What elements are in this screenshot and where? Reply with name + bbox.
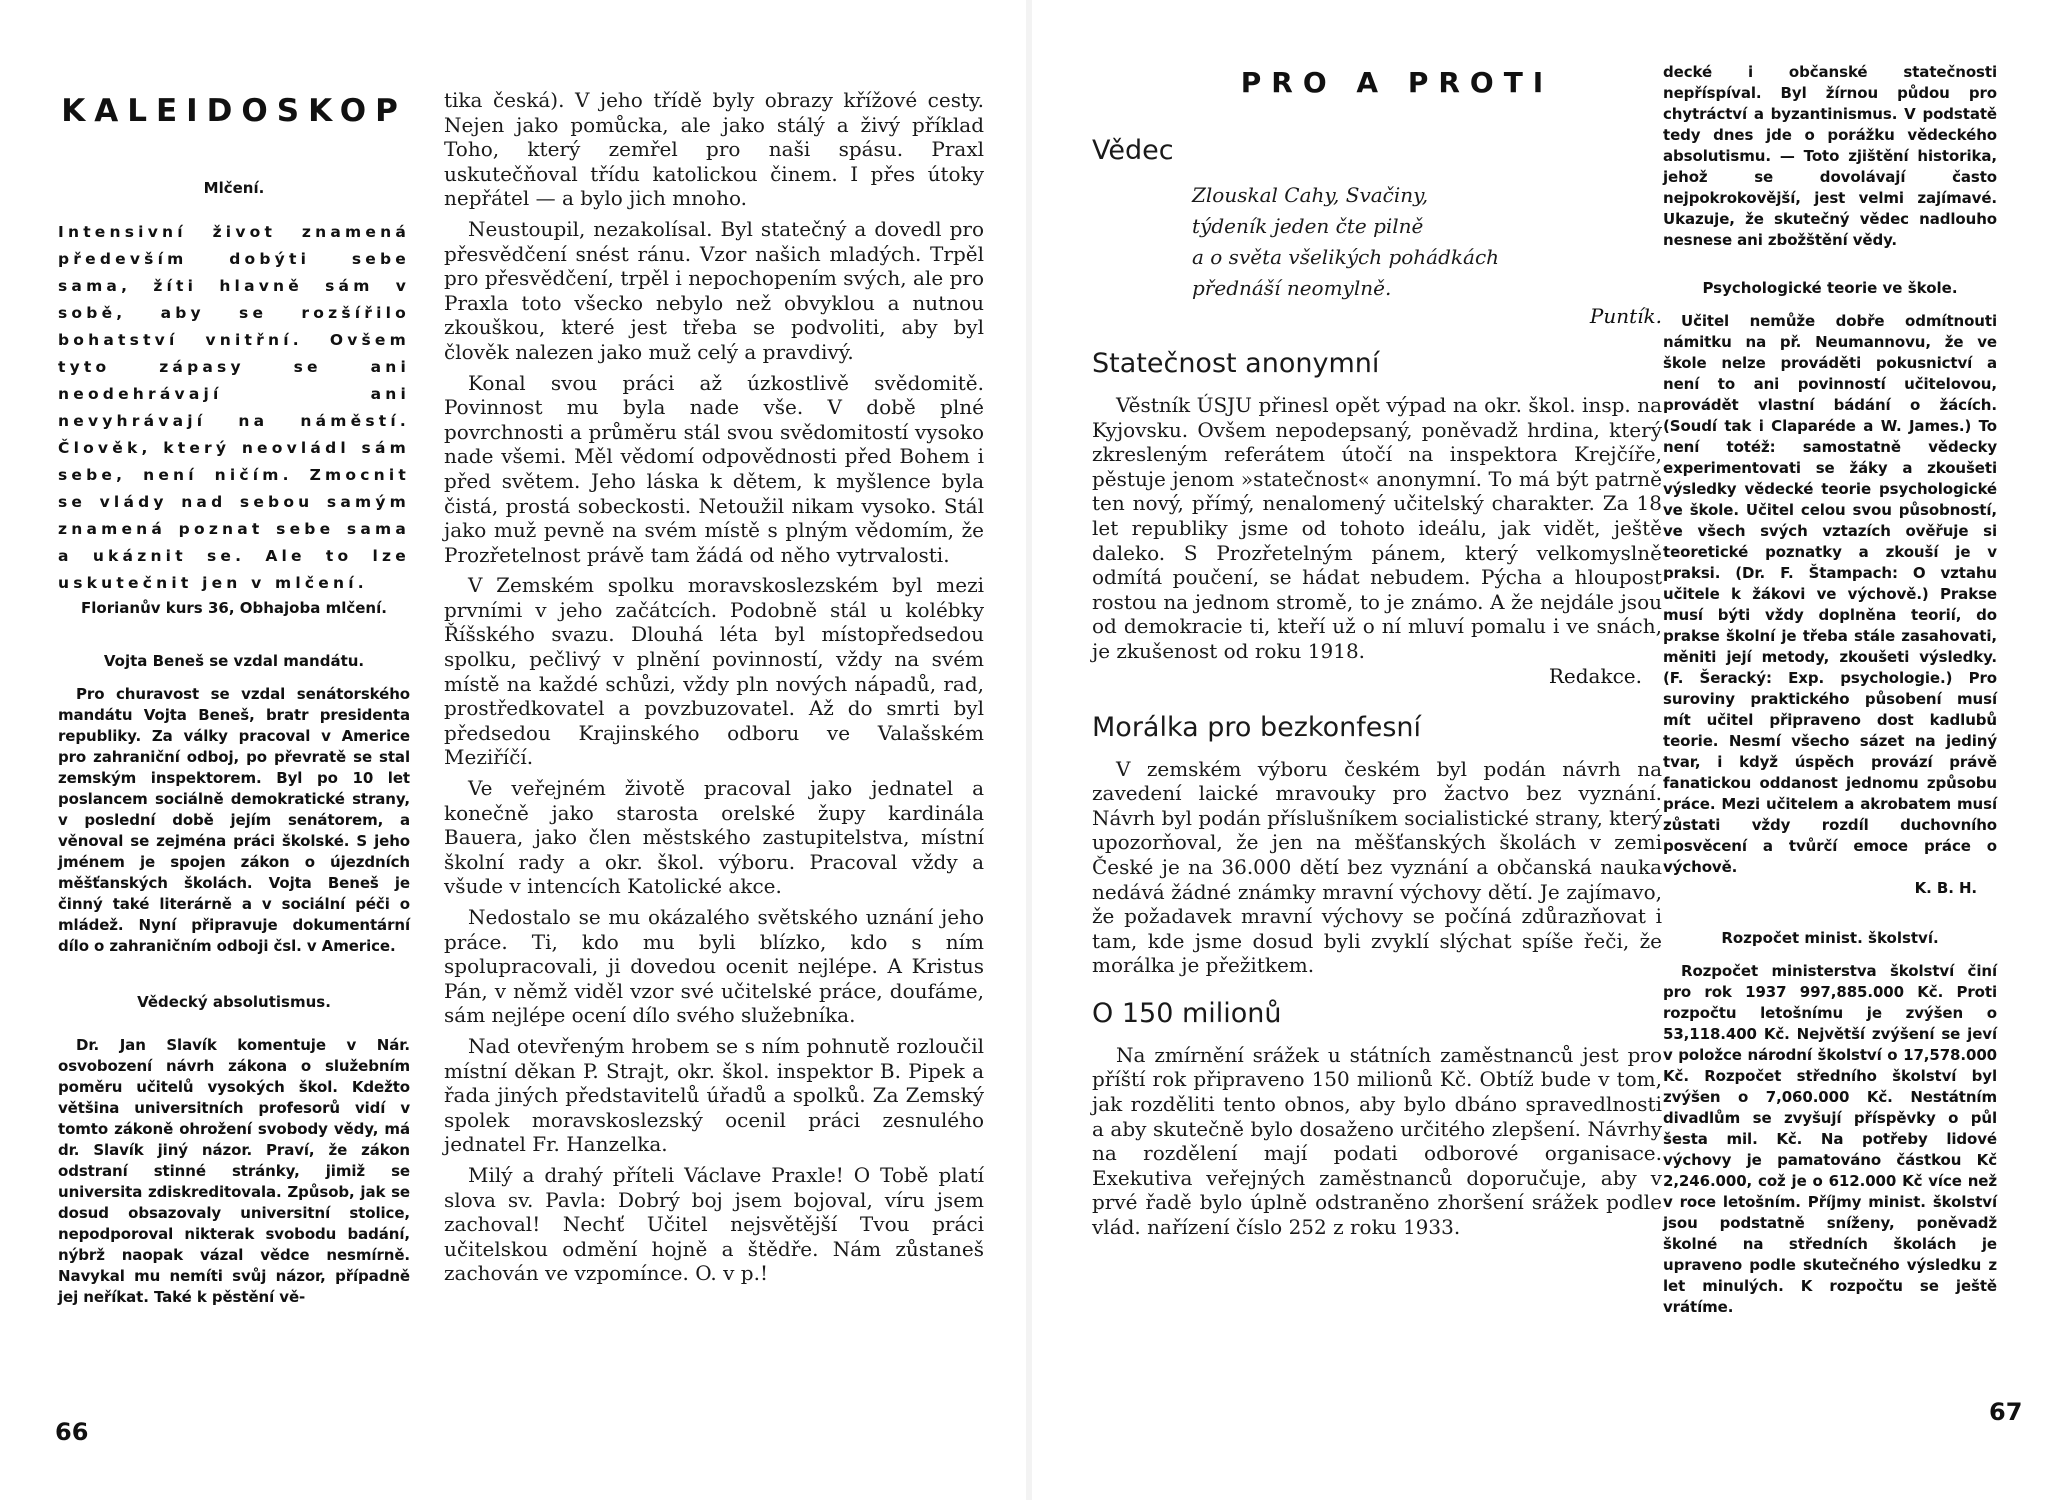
obituary-paragraph: V Zemském spolku moravskoslezském byl mezi prvními v jeho začátcích. Podobně stál u kolébky Říšského svazu. Dlouhá léta byl místopředsedou spolku, pečlivý v plnění povinností, vždy na svém místě na každé schůzi, vždy pln nových nápadů, rad, prostředkovatel a povzbuzovatel. Až do smrti byl předsedou Krajinského odboru ve Valašském Meziříčí. <box>444 573 984 770</box>
rozpocet-paragraph: Rozpočet ministerstva školství činí pro rok 1937 997,885.000 Kč. Proti rozpočtu letošnímu je zvýšen o 53,118.400 Kč. Největší zvýšení se jeví v položce národní školství o 17,578.000 Kč. Rozpočet středního školství byl zvýšen o 7,060.000 Kč. Nestátním divadlům se zvyšují příspěvky o půl šesta mil. Kč. Na potřeby lidové výchovy je pamatováno částkou Kč 2,246.000, což je o 612.000 Kč více než v roce letošním. Příjmy minist. školství jsou podstatně sníženy, poněvadž školné na středních školách je upraveno podle skutečného výsledku z let minulých. K rozpočtu se ještě vrátíme. <box>1663 962 1997 1316</box>
psychologie-paragraph: Učitel nemůže dobře odmítnouti námitku na př. Neumannovu, že ve škole nelze prováděti pokusnictví a není to ani povinností učitelovou, provádět vlastní bádání o žácích. (Soudí tak i Claparéde a W. James.) To není totéž: samostatně vědecky experimentovati se žáky a zkoušeti výsledky vědecké teorie psychologické ve škole. Učitel celou svou působností, ve všech svých vztazích ověřuje si teoretické poznatky a zkouší je v praksi. (Dr. F. Štampach: O vztahu učitele k žákovi ve výchově.) Prakse musí býti vždy doplněna teorií, do prakse školní je třeba stále zasahovati, měniti její metody, zkoušeti výsledky. (F. Šeracký: Exp. psychologie.) Pro suroviny praktického působení musí mít učitel připraveno dost kadlubů teorie. Nesmí všecho sázet na jediný tvar, i když úspěch provází právě fanatickou oddanost jednomu způsobu práce. Mezi učitelem a akrobatem musí zůstati vždy rozdíl duchovního posvěcení a tvůrčí emoce práce o výchově. <box>1663 312 1997 876</box>
poem-signature: Puntík. <box>1589 304 1662 328</box>
poem-line: týdeník jeden čte pilně <box>1192 214 1424 238</box>
rozpocet-heading: Rozpočet minist. školství. <box>1721 929 1939 947</box>
left-column-1 <box>58 0 410 1308</box>
right-column-2 <box>1663 62 1997 1318</box>
obituary-paragraph: Ve veřejném životě pracoval jako jednatel a konečně jako starosta orelské župy kardinála Bauera, jako člen městského zastupitelstva, místní školní rady a okr. škol. výboru. Pracoval vždy a všude v intencích Katolické akce. <box>444 776 984 899</box>
psychologie-signature: K. B. H. <box>1914 879 1977 897</box>
statecnost-heading: Statečnost anonymní <box>1092 348 1380 379</box>
milionu-text <box>1092 1043 1662 1240</box>
statecnost-text <box>1092 393 1662 664</box>
absolutismus-continued <box>1663 62 1997 251</box>
absolutismus-heading: Vědecký absolutismus. <box>137 993 331 1011</box>
right-column-1 <box>1092 0 1662 1246</box>
poem-line: a o světa všelikých pohádkách <box>1192 245 1500 269</box>
obituary-paragraph: Nedostalo se mu okázalého světského uznání jeho práce. Ti, kdo mu byli blízko, kdo s ním spolupracovali, ji dovedou ocenit nejlépe. A Kristus Pán, v němž viděl vzor své učitelské práce, doufáme, sám nejlépe ocení dílo svého služebníka. <box>444 905 984 1028</box>
milionu-paragraph: Na zmírnění srážek u státních zaměstnanců jest pro příští rok připraveno 150 milionů Kč. Obtíž bude v tom, jak rozděliti tento obnos, aby bylo dbáno spravedlnosti a aby skutečně bylo dosaženo určitého zlepšení. Návrhy na rozdělení mají podati odborové organisace. Exekutiva veřejných zaměstnanců doporučuje, aby v prvé řadě bylo úplně odstraněno zhoršení srážek podle vlád. nařízení číslo 252 z roku 1933. <box>1092 1042 1662 1240</box>
moralka-text <box>1092 757 1662 978</box>
mlceni-source: Florianův kurs 36, Obhajoba mlčení. <box>81 599 387 617</box>
obituary-paragraph: tika česká). V jeho třídě byly obrazy křížové cesty. Nejen jako pomůcka, ale jako stálý a živý příklad Toho, který zemřel pro naši spásu. Praxl uskutečňoval třídu katolickou činem. I přes útoky nepřátel — a bylo jich mnoho. <box>444 88 984 211</box>
absolutismus-cont-paragraph: decké i občanské statečnosti nepříspíval. Byl žírnou půdou pro chytráctví a byzantinismus. V podstatě tedy dnes jde o porážku vědeckého absolutismu. — Toto zjištění historika, jehož se dovolávají často nejpokrokovější, jest velmi zajímavé. Ukazuje, že skutečný vědec nadlouho nesnese ani zbožštění vědy. <box>1663 63 1997 249</box>
vedec-heading: Vědec <box>1092 135 1174 166</box>
psychologie-heading: Psychologické teorie ve škole. <box>1702 279 1958 297</box>
rozpocet-text <box>1663 961 1997 1318</box>
poem-line: přednáší neomylně. <box>1192 276 1392 300</box>
statecnost-signature: Redakce. <box>1548 663 1642 688</box>
benes-text <box>58 684 410 957</box>
page-number-right: 67 <box>1989 1398 2023 1426</box>
obituary-paragraph: Neustoupil, nezakolísal. Byl statečný a dovedl pro přesvědčení snést ránu. Vzor našich mladých. Trpěl pro přesvědčení, trpěl i nepochopením svých, ale pro Praxla toto všecko nebylo než obvyklou a nutnou zkouškou, které jest třeba se podvoliti, aby byl člověk nalezen jako muž celý a pravdivý. <box>444 216 984 364</box>
absolutismus-text <box>58 1035 410 1308</box>
page-number-left: 66 <box>55 1418 89 1446</box>
milionu-heading: O 150 milionů <box>1092 997 1282 1029</box>
kaleidoskop-title: KALEIDOSKOP <box>61 93 407 129</box>
left-column-2 <box>444 88 984 1292</box>
obituary-text <box>444 88 984 1286</box>
obituary-paragraph: Konal svou práci až úzkostlivě svědomitě. Povinnost mu byla nade vše. V době plné povrchnosti a průměru stál svou svědomitostí vysoko nade všemi. Měl vědomí odpovědnosti před Bohem i před světem. Jeho láska k dětem, k myšlence byla čistá, prostá sobeckosti. Netoužil nikam vysoko. Stál jako muž pevně na svém místě s plným vědomím, že Prozřetelnost právě tam žádá od něho vytrvalosti. <box>444 370 984 567</box>
mlceni-heading: Mlčení. <box>203 179 265 197</box>
absolutismus-paragraph: Dr. Jan Slavík komentuje v Nár. osvobození návrh zákona o služebním poměru učitelů vysokých škol. Kdežto většina universitních profesorů vidí v tomto zákoně ohrožení svobody vědy, má dr. Slavík jiný názor. Praví, že zákon odstraní stinné stránky, jimiž se universita zdiskreditovala. Způsob, jak se dosud obsazovaly universitní stolice, nepodporoval nikterak svobodu badání, nýbrž naopak vázal vědce nesmírně. Navykal mu nemíti svůj názor, případně jej neříkat. Také k pěstění vě- <box>58 1036 410 1306</box>
obituary-paragraph: Nad otevřeným hrobem se s ním pohnutě rozloučil místní děkan P. Strajt, okr. škol. inspektor B. Pipek a řada jiných představitelů úřadů a spolků. Za Zemský spolek moravskoslezský ocenil práci zesnulého jednatel Fr. Hanzelka. <box>444 1033 984 1157</box>
psychologie-text <box>1663 311 1997 878</box>
moralka-paragraph: V zemském výboru českém byl podán návrh na zavedení laické mravouky pro žactvo bez vyznání. Návrh byl podán příslušníkem socialistické strany, který upozorňoval, že jen na měšťanských školách v zemi České je na 36.000 dětí bez vyznání a občanská nauka nedává žádné známky mravní výchovy dětí. Je zajímavo, že požadavek mravní výchovy se počíná zdůrazňovat i tam, kde jsme dosud byli zvyklí slýchat spíše řeči, že morálka je přežitkem. <box>1092 756 1663 978</box>
obituary-paragraph: Milý a drahý příteli Václave Praxle! O Tobě platí slova sv. Pavla: Dobrý boj jsem bojoval, víru jsem zachoval! Nechť Učitel nejsvětější Tvou práci učitelskou odmění hojně a štědře. Nám zůstaneš zachován ve vzpomínce. O. v p.! <box>444 1162 984 1286</box>
pro-a-proti-title: PRO A PROTI <box>1240 66 1554 99</box>
mlceni-text: Intensivní život znamená především dobýti sebe sama, žíti hlavně sám v sobě, aby se rozšířilo bohatství vnitřní. Ovšem tyto zápasy se ani neodehrávají ani nevyhrávají na náměstí. Člověk, který neovládl sám sebe, není ničím. Zmocnit se vlády nad sebou samým znamená poznat sebe sama a ukáznit se. Ale to lze uskutečnit jen v mlčení. <box>58 223 410 592</box>
moralka-heading: Morálka pro bezkonfesní <box>1092 711 1422 743</box>
benes-heading: Vojta Beneš se vzdal mandátu. <box>103 652 365 670</box>
poem-line: Zlouskal Cahy, Svačiny, <box>1192 183 1429 207</box>
vedec-poem <box>1192 180 1662 304</box>
benes-paragraph: Pro churavost se vzdal senátorského mandátu Vojta Beneš, bratr presidenta republiky. Za války pracoval v Americe pro zahraniční odboj, po převratě se stal zemským inspektorem. Byl po 10 let poslancem sociálně demokratické strany, v poslední době jejím senátorem, a věnoval se zejména práci školské. S jeho jménem je spojen zákon o újezdních měšťanských školách. Vojta Beneš je činný také literárně a v sociální péči o mládež. Nyní připravuje dokumentární dílo o zahraničním odboji čsl. v Americe. <box>58 685 410 955</box>
right-page <box>1029 0 2058 1500</box>
statecnost-paragraph: Věstník ÚSJU přinesl opět výpad na okr. škol. insp. na Kyjovsku. Ovšem nepodepsaný, poněvadž hrdina, který zkresleným referátem útočí na inspektora Krejčíře, pěstuje jenom »statečnost« anonymní. To má být patrně ten nový, přímý, nenalomený učitelský charakter. Za 18 let republiky jsme od tohoto ideálu, jak vidět, ještě daleko. S Prozřetelným pánem, který velkomyslně odmítá poučení, se hádat nebudem. Pýcha a hloupost rostou na jednom stromě, to je známo. A že nejdále jsou od demokracie ti, kteří už o ní mluví pomalu i ve snách, je zkušenost od roku 1918. <box>1092 393 1662 663</box>
